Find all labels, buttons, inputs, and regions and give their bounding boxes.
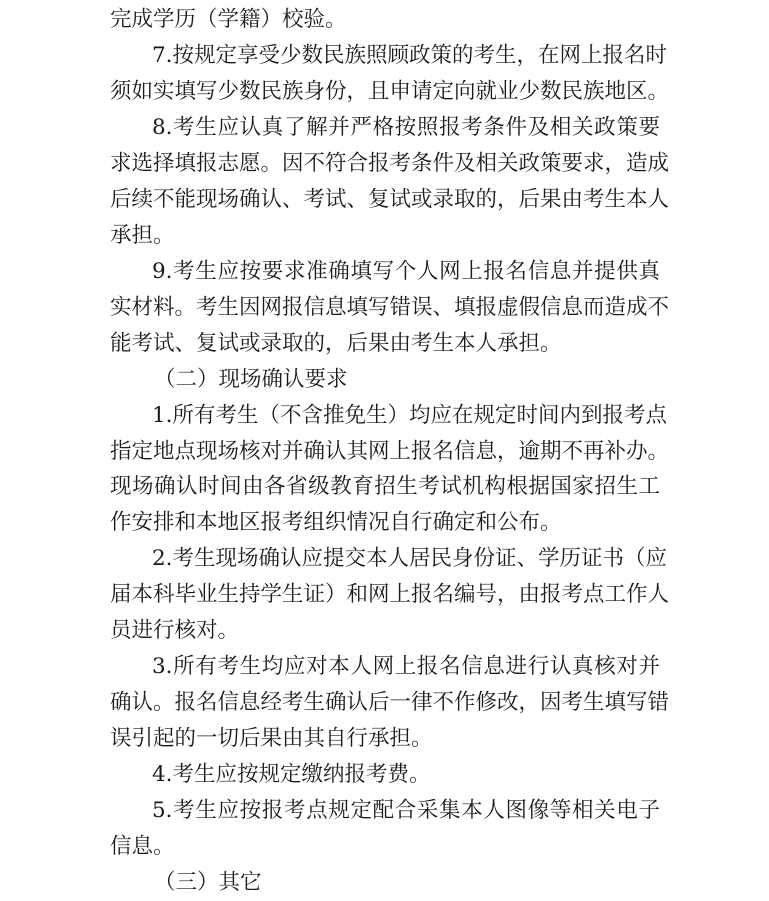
text-line: 2.考生现场确认应提交本人居民身份证、学历证书（应 — [152, 546, 668, 572]
text-line: 5.考生应按报考点规定配合采集本人图像等相关电子 — [152, 798, 660, 824]
text-line: 承担。 — [110, 222, 175, 248]
text-line: 现场确认时间由各省级教育招生考试机构根据国家招生工 — [110, 474, 660, 500]
text-line: 求选择填报志愿。因不符合报考条件及相关政策要求，造成 — [110, 150, 670, 176]
text-line: 7.按规定享受少数民族照顾政策的考生，在网上报名时 — [152, 42, 668, 68]
text-line: 后续不能现场确认、考试、复试或录取的，后果由考生本人 — [110, 186, 670, 212]
text-line: 3.所有考生均应对本人网上报名信息进行认真核对并 — [152, 654, 660, 680]
text-line: 9.考生应按要求准确填写个人网上报名信息并提供真 — [152, 258, 660, 284]
text-line: 确认。报名信息经考生确认后一律不作修改，因考生填写错 — [110, 690, 670, 716]
text-line: 届本科毕业生持学生证）和网上报名编号，由报考点工作人 — [110, 582, 670, 608]
text-line: 信息。 — [110, 834, 175, 860]
text-line: 员进行核对。 — [110, 618, 240, 644]
text-line: 误引起的一切后果由其自行承担。 — [110, 726, 433, 752]
text-line: 作安排和本地区报考组织情况自行确定和公布。 — [110, 510, 562, 536]
text-line: 8.考生应认真了解并严格按照报考条件及相关政策要 — [152, 114, 660, 140]
text-line: 实材料。考生因网报信息填写错误、填报虚假信息而造成不 — [110, 294, 670, 320]
text-line: 须如实填写少数民族身份，且申请定向就业少数民族地区。 — [110, 78, 670, 104]
text-line: 指定地点现场核对并确认其网上报名信息，逾期不再补办。 — [110, 438, 670, 464]
section-heading: （三）其它 — [154, 870, 262, 895]
text-line: 1.所有考生（不含推免生）均应在规定时间内到报考点 — [152, 402, 668, 428]
text-line: 能考试、复试或录取的，后果由考生本人承担。 — [110, 330, 562, 356]
section-heading: （二）现场确认要求 — [154, 366, 348, 392]
text-line: 4.考生应按规定缴纳报考费。 — [152, 762, 431, 788]
text-line: 完成学历（学籍）校验。 — [110, 7, 347, 32]
